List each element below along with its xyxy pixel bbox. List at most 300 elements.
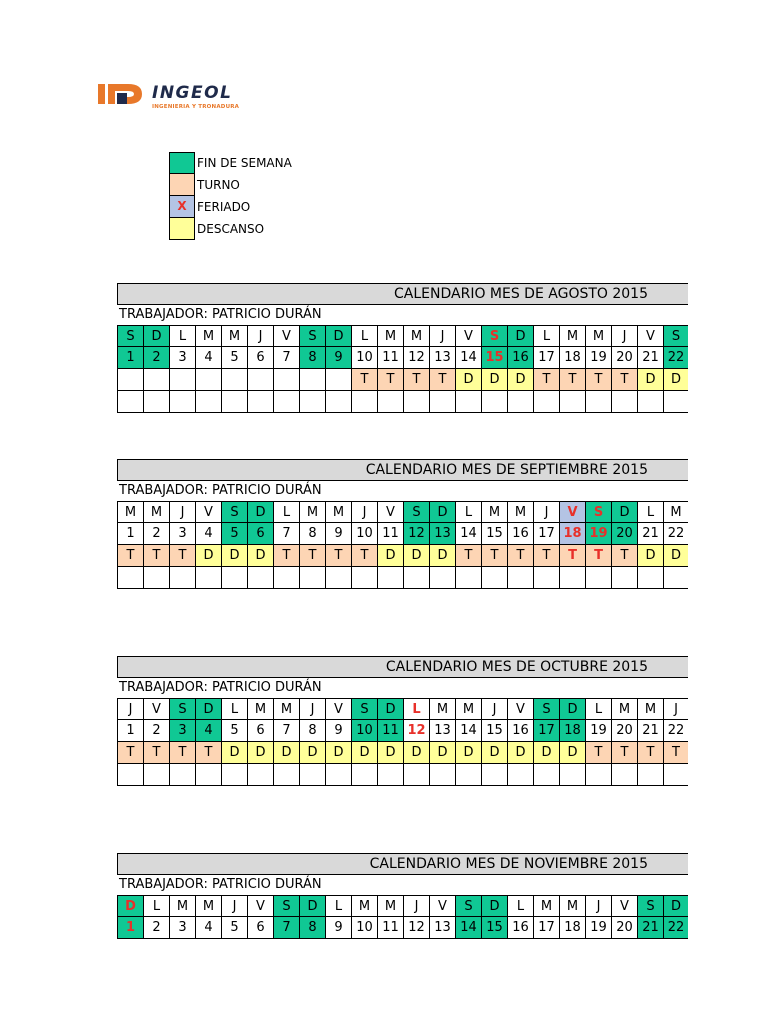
date-row — [117, 917, 688, 939]
shift-row-cell: D — [221, 545, 247, 567]
date-row-cell: 9 — [325, 917, 351, 939]
weekday-row-cell: M — [429, 698, 455, 720]
date-row-cell: 21 — [637, 347, 663, 369]
weekday-row-cell: M — [533, 895, 559, 917]
legend-label: FIN DE SEMANA — [197, 156, 292, 170]
date-row-cell: 17 — [533, 523, 559, 545]
calendar-septiembre — [117, 459, 688, 589]
weekday-row-cell: J — [429, 325, 455, 347]
date-row-cell: 3 — [169, 347, 195, 369]
calendar-grid — [117, 698, 688, 786]
date-row-cell: 15 — [481, 720, 507, 742]
weekday-row-cell: L — [455, 501, 481, 523]
date-row-cell: 4 — [195, 720, 221, 742]
empty-row-cell — [273, 567, 299, 589]
date-row-cell: 10 — [351, 347, 377, 369]
empty-row-cell — [117, 567, 143, 589]
empty-row-cell — [559, 764, 585, 786]
date-row-cell: 19 — [585, 917, 611, 939]
weekday-row — [117, 895, 688, 917]
date-row-cell: 5 — [221, 523, 247, 545]
empty-row-cell — [299, 567, 325, 589]
weekday-row-cell: M — [273, 698, 299, 720]
date-row-cell: 13 — [429, 347, 455, 369]
empty-row-cell — [351, 391, 377, 413]
shift-row-cell: D — [273, 742, 299, 764]
date-row-cell: 12 — [403, 917, 429, 939]
date-row-cell: 16 — [507, 917, 533, 939]
calendar-title: CALENDARIO MES DE NOVIEMBRE 2015 — [117, 853, 688, 875]
empty-row-cell — [611, 391, 637, 413]
empty-row-cell — [533, 391, 559, 413]
empty-row-cell — [325, 567, 351, 589]
weekday-row-cell: J — [585, 895, 611, 917]
weekday-row-cell: S — [221, 501, 247, 523]
weekday-row-cell: M — [663, 501, 688, 523]
empty-row-cell — [377, 391, 403, 413]
date-row-cell: 7 — [273, 720, 299, 742]
weekday-row-cell: L — [351, 325, 377, 347]
empty-row-cell — [299, 391, 325, 413]
date-row-cell: 3 — [169, 917, 195, 939]
weekday-row — [117, 325, 688, 347]
empty-row-cell — [533, 567, 559, 589]
empty-row-cell — [507, 764, 533, 786]
date-row-cell: 7 — [273, 347, 299, 369]
weekday-row-cell: M — [403, 325, 429, 347]
weekday-row-cell: D — [325, 325, 351, 347]
empty-row-cell — [533, 764, 559, 786]
weekday-row-cell: M — [117, 501, 143, 523]
weekday-row-cell: S — [299, 325, 325, 347]
weekday-row-cell: L — [169, 325, 195, 347]
date-row-cell: 7 — [273, 917, 299, 939]
shift-row-cell: T — [351, 369, 377, 391]
weekday-row-cell: L — [221, 698, 247, 720]
shift-row-cell — [299, 369, 325, 391]
shift-row-cell: D — [507, 742, 533, 764]
date-row-cell: 4 — [195, 523, 221, 545]
shift-row-cell: T — [611, 742, 637, 764]
weekday-row-cell: J — [403, 895, 429, 917]
empty-row-cell — [585, 764, 611, 786]
shift-row-cell: T — [195, 742, 221, 764]
shift-row-cell: T — [351, 545, 377, 567]
weekday-row-cell: V — [143, 698, 169, 720]
ingeol-logo-icon — [98, 78, 150, 108]
date-row-cell: 13 — [429, 917, 455, 939]
shift-row-cell — [273, 369, 299, 391]
empty-row-cell — [611, 567, 637, 589]
weekday-row-cell: L — [533, 325, 559, 347]
weekday-row-cell: V — [637, 325, 663, 347]
weekday-row-cell: M — [455, 698, 481, 720]
empty-row-cell — [507, 391, 533, 413]
weekday-row-cell: L — [585, 698, 611, 720]
empty-row-cell — [403, 567, 429, 589]
date-row-cell: 17 — [533, 720, 559, 742]
shift-row-cell: T — [507, 545, 533, 567]
weekday-row-cell: S — [663, 325, 688, 347]
weekday-row-cell: M — [143, 501, 169, 523]
shift-row-cell: D — [377, 545, 403, 567]
empty-row-cell — [481, 764, 507, 786]
empty-row-cell — [637, 764, 663, 786]
date-row-cell: 19 — [585, 347, 611, 369]
shift-row-cell: T — [533, 545, 559, 567]
date-row-cell: 22 — [663, 523, 688, 545]
shift-row-cell: T — [143, 545, 169, 567]
empty-row-cell — [325, 391, 351, 413]
empty-row-cell — [169, 391, 195, 413]
weekday-row-cell: V — [325, 698, 351, 720]
calendar-octubre — [117, 656, 688, 786]
date-row-cell: 18 — [559, 523, 585, 545]
weekday-row-cell: S — [117, 325, 143, 347]
empty-row-cell — [663, 567, 688, 589]
shift-row-cell: D — [247, 742, 273, 764]
weekday-row-cell: L — [403, 698, 429, 720]
weekday-row-cell: M — [221, 325, 247, 347]
weekday-row-cell: V — [247, 895, 273, 917]
shift-row-cell: D — [455, 742, 481, 764]
empty-row-cell — [273, 764, 299, 786]
weekday-row-cell: M — [169, 895, 195, 917]
empty-row-cell — [247, 764, 273, 786]
weekday-row-cell: S — [351, 698, 377, 720]
weekday-row-cell: M — [377, 325, 403, 347]
weekday-row-cell: S — [455, 895, 481, 917]
date-row-cell: 18 — [559, 720, 585, 742]
shift-row-cell: D — [403, 742, 429, 764]
weekday-row-cell: J — [481, 698, 507, 720]
empty-row-cell — [195, 567, 221, 589]
shift-row-cell: T — [169, 545, 195, 567]
shift-row-cell: D — [663, 369, 688, 391]
worker-name: TRABAJADOR: PATRICIO DURÁN — [119, 877, 322, 892]
date-row — [117, 523, 688, 545]
calendar-noviembre — [117, 853, 688, 939]
shift-row-cell: T — [299, 545, 325, 567]
shift-row — [117, 742, 688, 764]
empty-row-cell — [429, 764, 455, 786]
weekday-row-cell: M — [195, 895, 221, 917]
date-row-cell: 15 — [481, 347, 507, 369]
weekday-row-cell: D — [559, 698, 585, 720]
empty-row-cell — [429, 391, 455, 413]
empty-row — [117, 764, 688, 786]
weekday-row-cell: M — [507, 501, 533, 523]
calendar-grid — [117, 895, 688, 939]
shift-row-cell: D — [481, 742, 507, 764]
date-row-cell: 14 — [455, 523, 481, 545]
legend-label: TURNO — [197, 178, 240, 192]
shift-row-cell: T — [611, 369, 637, 391]
date-row-cell: 18 — [559, 347, 585, 369]
weekday-row-cell: J — [169, 501, 195, 523]
date-row-cell: 10 — [351, 523, 377, 545]
date-row-cell: 21 — [637, 917, 663, 939]
weekday-row-cell: D — [195, 698, 221, 720]
weekday-row-cell: M — [195, 325, 221, 347]
date-row-cell: 20 — [611, 720, 637, 742]
weekday-row-cell: L — [637, 501, 663, 523]
shift-row-cell: D — [663, 545, 688, 567]
date-row-cell: 15 — [481, 523, 507, 545]
shift-row-cell — [169, 369, 195, 391]
weekday-row-cell: L — [143, 895, 169, 917]
empty-row-cell — [637, 391, 663, 413]
weekday-row — [117, 501, 688, 523]
shift-row — [117, 369, 688, 391]
date-row-cell: 5 — [221, 917, 247, 939]
empty-row-cell — [403, 391, 429, 413]
weekday-row-cell: S — [637, 895, 663, 917]
legend-label: FERIADO — [197, 200, 251, 214]
shift-row-cell: T — [585, 742, 611, 764]
date-row-cell: 15 — [481, 917, 507, 939]
empty-row-cell — [247, 391, 273, 413]
date-row-cell: 14 — [455, 347, 481, 369]
shift-row-cell: T — [481, 545, 507, 567]
empty-row-cell — [143, 764, 169, 786]
date-row — [117, 347, 688, 369]
weekday-row-cell: D — [299, 895, 325, 917]
legend-swatch: X — [169, 196, 195, 218]
date-row-cell: 9 — [325, 720, 351, 742]
weekday-row-cell: M — [351, 895, 377, 917]
date-row-cell: 2 — [143, 720, 169, 742]
empty-row-cell — [377, 764, 403, 786]
empty-row-cell — [585, 391, 611, 413]
weekday-row-cell: J — [611, 325, 637, 347]
shift-row-cell: T — [325, 545, 351, 567]
date-row-cell: 2 — [143, 347, 169, 369]
shift-row-cell: T — [637, 742, 663, 764]
empty-row — [117, 567, 688, 589]
empty-row-cell — [403, 764, 429, 786]
date-row-cell: 11 — [377, 523, 403, 545]
weekday-row-cell: V — [611, 895, 637, 917]
shift-row-cell: T — [663, 742, 688, 764]
empty-row-cell — [273, 391, 299, 413]
date-row-cell: 20 — [611, 523, 637, 545]
weekday-row-cell: M — [325, 501, 351, 523]
shift-row-cell: T — [559, 545, 585, 567]
shift-row-cell: T — [455, 545, 481, 567]
date-row-cell: 11 — [377, 347, 403, 369]
shift-row-cell: D — [325, 742, 351, 764]
weekday-row-cell: V — [559, 501, 585, 523]
empty-row-cell — [455, 764, 481, 786]
shift-row-cell — [143, 369, 169, 391]
empty-row-cell — [585, 567, 611, 589]
empty-row-cell — [325, 764, 351, 786]
date-row-cell: 22 — [663, 720, 688, 742]
date-row-cell: 5 — [221, 720, 247, 742]
date-row-cell: 4 — [195, 917, 221, 939]
date-row-cell: 21 — [637, 720, 663, 742]
empty-row-cell — [195, 391, 221, 413]
empty-row-cell — [429, 567, 455, 589]
shift-row-cell: T — [143, 742, 169, 764]
date-row-cell: 2 — [143, 523, 169, 545]
brand-name: INGEOL — [152, 83, 233, 103]
empty-row-cell — [481, 391, 507, 413]
shift-row-cell: T — [533, 369, 559, 391]
date-row-cell: 16 — [507, 347, 533, 369]
empty-row-cell — [663, 764, 688, 786]
date-row-cell: 8 — [299, 523, 325, 545]
weekday-row-cell: J — [221, 895, 247, 917]
shift-row-cell: T — [611, 545, 637, 567]
date-row-cell: 17 — [533, 917, 559, 939]
date-row-cell: 22 — [663, 917, 688, 939]
weekday-row-cell: J — [663, 698, 688, 720]
date-row-cell: 17 — [533, 347, 559, 369]
empty-row-cell — [559, 567, 585, 589]
worker-name: TRABAJADOR: PATRICIO DURÁN — [119, 307, 322, 322]
weekday-row-cell: S — [169, 698, 195, 720]
date-row-cell: 13 — [429, 720, 455, 742]
date-row-cell: 6 — [247, 917, 273, 939]
shift-row-cell: D — [637, 369, 663, 391]
date-row-cell: 1 — [117, 917, 143, 939]
weekday-row-cell: D — [663, 895, 688, 917]
date-row-cell: 19 — [585, 523, 611, 545]
weekday-row-cell: V — [429, 895, 455, 917]
weekday-row-cell: S — [403, 501, 429, 523]
date-row-cell: 9 — [325, 347, 351, 369]
date-row-cell: 11 — [377, 917, 403, 939]
shift-row-cell: D — [429, 545, 455, 567]
shift-row-cell — [247, 369, 273, 391]
weekday-row-cell: V — [507, 698, 533, 720]
worker-name: TRABAJADOR: PATRICIO DURÁN — [119, 483, 322, 498]
date-row-cell: 4 — [195, 347, 221, 369]
date-row-cell: 12 — [403, 720, 429, 742]
date-row-cell: 6 — [247, 720, 273, 742]
weekday-row — [117, 698, 688, 720]
worker-name: TRABAJADOR: PATRICIO DURÁN — [119, 680, 322, 695]
weekday-row-cell: D — [611, 501, 637, 523]
date-row-cell: 8 — [299, 917, 325, 939]
shift-row-cell: T — [377, 369, 403, 391]
weekday-row-cell: L — [507, 895, 533, 917]
date-row-cell: 1 — [117, 523, 143, 545]
empty-row-cell — [221, 391, 247, 413]
weekday-row-cell: S — [273, 895, 299, 917]
empty-row-cell — [611, 764, 637, 786]
shift-row-cell: T — [585, 369, 611, 391]
brand-tagline: INGENIERIA Y TRONADURA — [152, 104, 240, 110]
weekday-row-cell: M — [481, 501, 507, 523]
shift-row-cell: T — [585, 545, 611, 567]
weekday-row-cell: M — [377, 895, 403, 917]
date-row-cell: 14 — [455, 720, 481, 742]
shift-row-cell: T — [117, 545, 143, 567]
empty-row-cell — [455, 391, 481, 413]
empty-row-cell — [351, 764, 377, 786]
shift-row-cell: D — [481, 369, 507, 391]
empty-row-cell — [247, 567, 273, 589]
weekday-row-cell: D — [143, 325, 169, 347]
date-row-cell: 1 — [117, 347, 143, 369]
date-row-cell: 3 — [169, 720, 195, 742]
date-row-cell: 8 — [299, 720, 325, 742]
shift-row-cell: D — [351, 742, 377, 764]
date-row-cell: 22 — [663, 347, 688, 369]
weekday-row-cell: M — [559, 895, 585, 917]
calendar-agosto — [117, 283, 688, 413]
date-row-cell: 18 — [559, 917, 585, 939]
date-row-cell: 16 — [507, 523, 533, 545]
weekday-row-cell: D — [507, 325, 533, 347]
calendar-title: CALENDARIO MES DE SEPTIEMBRE 2015 — [117, 459, 688, 481]
date-row-cell: 16 — [507, 720, 533, 742]
date-row-cell: 14 — [455, 917, 481, 939]
weekday-row-cell: L — [273, 501, 299, 523]
empty-row-cell — [117, 764, 143, 786]
legend-label: DESCANSO — [197, 222, 265, 236]
date-row-cell: 10 — [351, 720, 377, 742]
weekday-row-cell: J — [351, 501, 377, 523]
shift-row-cell: D — [637, 545, 663, 567]
weekday-row-cell: V — [195, 501, 221, 523]
date-row-cell: 5 — [221, 347, 247, 369]
weekday-row-cell: M — [637, 698, 663, 720]
shift-row-cell: D — [533, 742, 559, 764]
empty-row-cell — [637, 567, 663, 589]
empty-row-cell — [481, 567, 507, 589]
date-row-cell: 9 — [325, 523, 351, 545]
calendar-grid — [117, 501, 688, 589]
empty-row-cell — [455, 567, 481, 589]
calendar-grid — [117, 325, 688, 413]
shift-row-cell: D — [299, 742, 325, 764]
weekday-row-cell: S — [585, 501, 611, 523]
empty-row-cell — [195, 764, 221, 786]
empty-row-cell — [351, 567, 377, 589]
date-row-cell: 20 — [611, 347, 637, 369]
weekday-row-cell: M — [247, 698, 273, 720]
calendar-title: CALENDARIO MES DE AGOSTO 2015 — [117, 283, 688, 305]
shift-row-cell: D — [195, 545, 221, 567]
weekday-row-cell: M — [559, 325, 585, 347]
weekday-row-cell: M — [611, 698, 637, 720]
weekday-row-cell: V — [455, 325, 481, 347]
empty-row-cell — [143, 567, 169, 589]
date-row-cell: 12 — [403, 347, 429, 369]
shift-row-cell — [221, 369, 247, 391]
date-row-cell: 3 — [169, 523, 195, 545]
shift-row-cell: T — [117, 742, 143, 764]
shift-row-cell: D — [247, 545, 273, 567]
weekday-row-cell: M — [585, 325, 611, 347]
shift-row-cell: T — [559, 369, 585, 391]
weekday-row-cell: J — [247, 325, 273, 347]
weekday-row-cell: V — [273, 325, 299, 347]
empty-row-cell — [221, 764, 247, 786]
date-row-cell: 21 — [637, 523, 663, 545]
shift-row-cell: D — [403, 545, 429, 567]
weekday-row-cell: D — [481, 895, 507, 917]
legend-swatch — [169, 152, 195, 174]
weekday-row-cell: S — [533, 698, 559, 720]
company-logo — [98, 78, 258, 118]
shift-row-cell — [195, 369, 221, 391]
shift-row-cell: T — [169, 742, 195, 764]
